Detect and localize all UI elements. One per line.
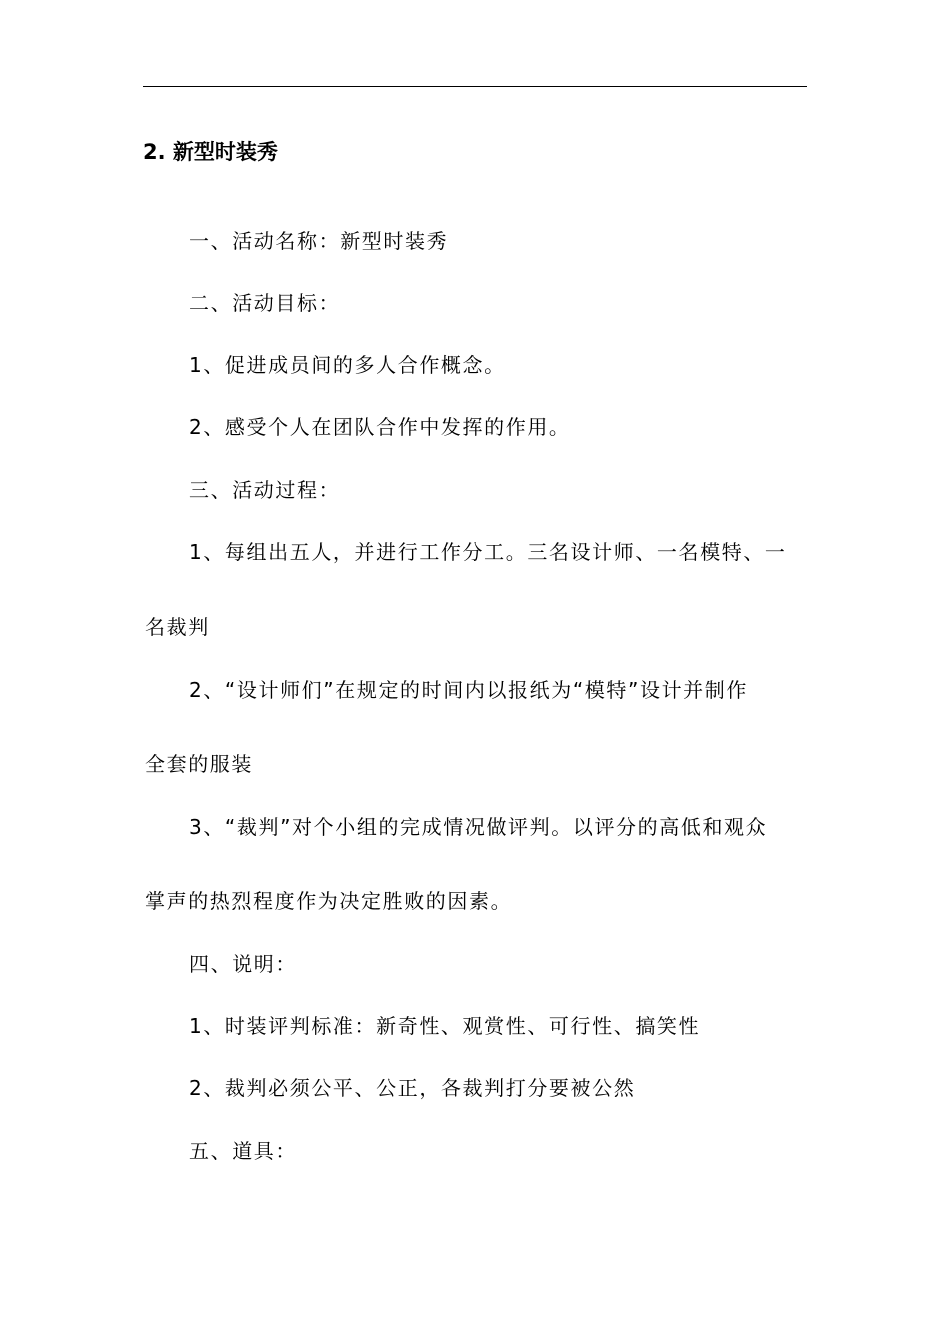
activity-goal-heading: 二、活动目标： xyxy=(189,291,341,315)
activity-process-heading: 三、活动过程： xyxy=(189,478,341,502)
section-heading: 2. 新型时装秀 xyxy=(143,140,278,164)
process-item-3: 3、“裁判”对个小组的完成情况做评判。以评分的高低和观众 xyxy=(189,815,768,839)
goal-item-1: 1、促进成员间的多人合作概念。 xyxy=(189,353,506,377)
process-item-3-continued: 掌声的热烈程度作为决定胜败的因素。 xyxy=(145,889,513,913)
process-item-1: 1、每组出五人，并进行工作分工。三名设计师、一名模特、一 xyxy=(189,540,787,564)
header-rule xyxy=(143,86,807,87)
goal-item-2: 2、感受个人在团队合作中发挥的作用。 xyxy=(189,415,571,439)
props-heading: 五、道具： xyxy=(189,1139,297,1163)
process-item-1-continued: 名裁判 xyxy=(145,615,210,639)
notes-heading: 四、说明： xyxy=(189,952,297,976)
process-item-2: 2、“设计师们”在规定的时间内以报纸为“模特”设计并制作 xyxy=(189,678,748,702)
activity-name-line: 一、活动名称：新型时装秀 xyxy=(189,229,449,253)
note-item-1: 1、时装评判标准：新奇性、观赏性、可行性、搞笑性 xyxy=(189,1014,701,1038)
process-item-2-continued: 全套的服装 xyxy=(145,752,253,776)
note-item-2: 2、裁判必须公平、公正，各裁判打分要被公然 xyxy=(189,1076,636,1100)
